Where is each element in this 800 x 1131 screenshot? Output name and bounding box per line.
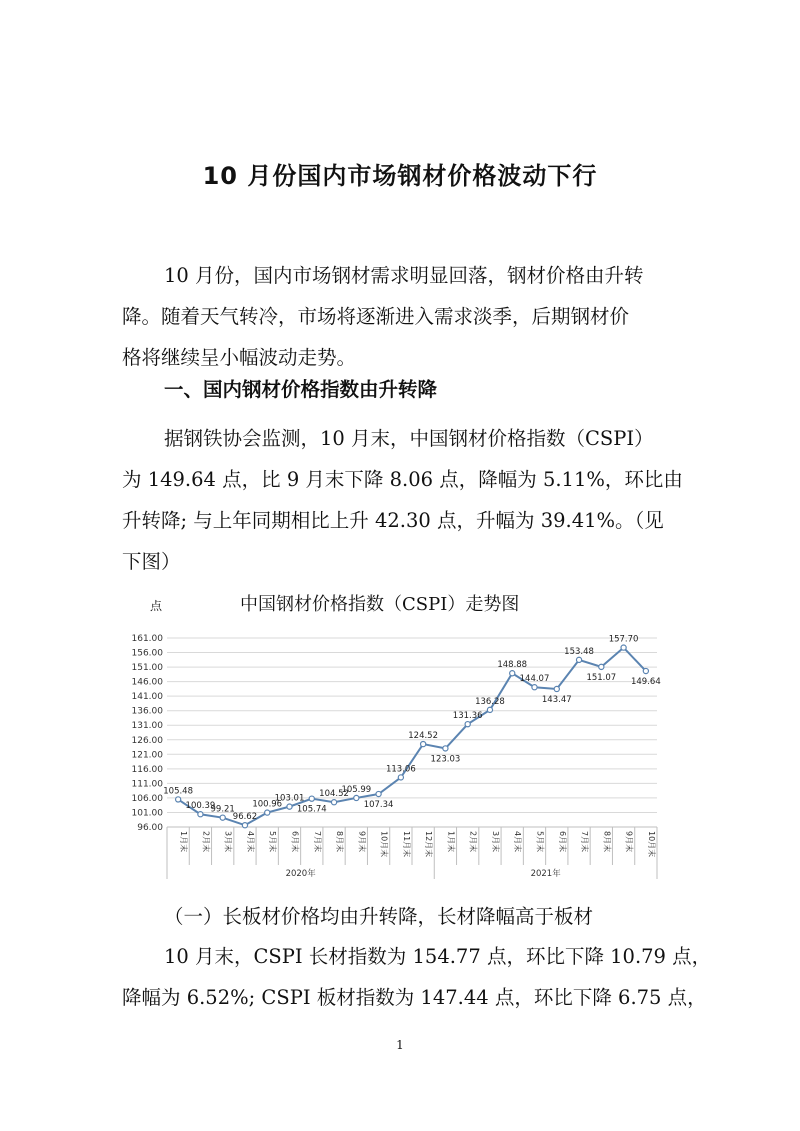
data-point [242,823,247,828]
data-label: 107.34 [363,800,394,811]
x-tick-label: 10月末 [646,831,656,858]
section1-line: 下图） [122,550,181,573]
data-label: 105.74 [296,804,327,815]
y-tick-label: 121.00 [131,750,163,761]
x-tick-label: 2月末 [468,831,478,853]
data-label: 100.39 [185,801,216,812]
group-label: 2021年 [530,869,561,879]
data-point [599,664,604,669]
chart-plot [120,585,665,885]
y-tick-label: 131.00 [131,721,163,732]
y-tick-label: 146.00 [131,677,163,688]
data-point [198,812,203,817]
data-point [532,685,537,690]
data-label: 105.99 [341,784,372,795]
y-tick-label: 151.00 [131,663,163,674]
data-point [443,746,448,751]
subsection-heading: （一）长板材价格均由升转降，长材降幅高于板材 [164,905,594,928]
x-tick-label: 8月末 [335,831,345,853]
x-tick-label: 4月末 [245,831,255,853]
y-tick-label: 126.00 [131,735,163,746]
data-label: 151.07 [586,672,617,683]
x-tick-label: 10月末 [379,831,389,858]
data-point [354,795,359,800]
y-tick-label: 101.00 [131,808,163,819]
x-tick-label: 1月末 [179,831,189,853]
x-tick-label: 8月末 [602,831,612,853]
y-tick-label: 111.00 [131,779,163,790]
subsection1-paragraph [122,936,712,1018]
cspi-chart [120,585,665,890]
data-point [554,686,559,691]
data-point [510,671,515,676]
data-label: 113.06 [385,764,416,775]
data-point [421,741,426,746]
x-tick-label: 1月末 [446,831,456,853]
data-label: 148.88 [497,660,528,671]
data-label: 96.62 [232,812,258,823]
data-point [331,800,336,805]
section1-paragraph [122,418,687,582]
data-point [376,791,381,796]
x-tick-label: 6月末 [557,831,567,853]
x-tick-label: 3月末 [490,831,500,853]
chart-title: 中国钢材价格指数（CSPI）走势图 [240,594,520,615]
data-point [465,722,470,727]
x-tick-label: 12月末 [424,831,434,858]
x-tick-label: 5月末 [535,831,545,853]
intro-paragraph [122,255,687,378]
section1-line: 据钢铁协会监测，10 月末，中国钢材价格指数（CSPI） [164,427,654,450]
data-label: 104.52 [319,789,349,800]
data-label: 149.64 [630,677,661,688]
data-point [176,797,181,802]
chart-unit-label: 点 [150,599,163,613]
data-point [265,810,270,815]
y-tick-label: 141.00 [131,692,163,703]
data-point [398,775,403,780]
data-label: 100.96 [252,799,283,810]
y-tick-label: 106.00 [131,793,163,804]
data-point [576,657,581,662]
data-label: 144.07 [519,674,550,685]
x-tick-label: 11月末 [401,831,411,858]
data-label: 99.21 [210,804,235,815]
y-tick-label: 96.00 [137,823,163,833]
x-tick-label: 2月末 [201,831,211,853]
x-tick-label: 4月末 [513,831,523,853]
intro-line: 降。随着天气转冷，市场将逐渐进入需求淡季，后期钢材价 [122,305,630,328]
data-label: 124.52 [408,731,439,742]
section-heading: 一、国内钢材价格指数由升转降 [164,378,438,401]
x-tick-label: 7月末 [312,831,322,853]
page-title: 10 月份国内市场钢材价格波动下行 [202,162,598,190]
y-tick-label: 116.00 [131,764,163,775]
data-point [287,804,292,809]
data-label: 143.47 [541,694,572,705]
data-point [220,815,225,820]
page-number: 1 [396,1038,404,1052]
x-tick-label: 3月末 [223,831,233,853]
data-point [621,645,626,650]
data-label: 131.36 [452,711,483,722]
section1-line: 为 149.64 点，比 9 月末下降 8.06 点，降幅为 5.11%，环比由 [122,468,683,491]
x-tick-label: 6月末 [290,831,300,853]
data-label: 105.48 [163,786,194,797]
intro-line: 格将继续呈小幅波动走势。 [122,346,357,369]
data-label: 153.48 [564,646,594,657]
x-tick-label: 7月末 [580,831,590,853]
section1-line: 升转降; 与上年同期相比上升 42.30 点，升幅为 39.41%。（见 [122,509,664,532]
data-point [643,668,648,673]
y-tick-label: 161.00 [131,634,163,644]
data-label: 136.28 [475,696,505,707]
y-tick-label: 136.00 [131,706,163,717]
intro-line: 10 月份，国内市场钢材需求明显回落，钢材价格由升转 [164,264,644,287]
x-tick-label: 9月末 [357,831,367,853]
data-label: 123.03 [430,754,461,765]
x-tick-label: 5月末 [268,831,278,853]
group-label: 2020年 [285,869,316,879]
data-point [487,707,492,712]
data-label: 103.01 [274,793,305,804]
data-point [309,796,314,801]
x-tick-label: 9月末 [624,831,634,853]
y-tick-label: 156.00 [131,648,163,659]
subsection1-line: 10 月末，CSPI 长材指数为 154.77 点，环比下降 10.79 点， [164,945,712,968]
data-label: 157.70 [608,634,639,645]
subsection1-line: 降幅为 6.52%; CSPI 板材指数为 147.44 点，环比下降 6.75 点， [122,986,707,1009]
